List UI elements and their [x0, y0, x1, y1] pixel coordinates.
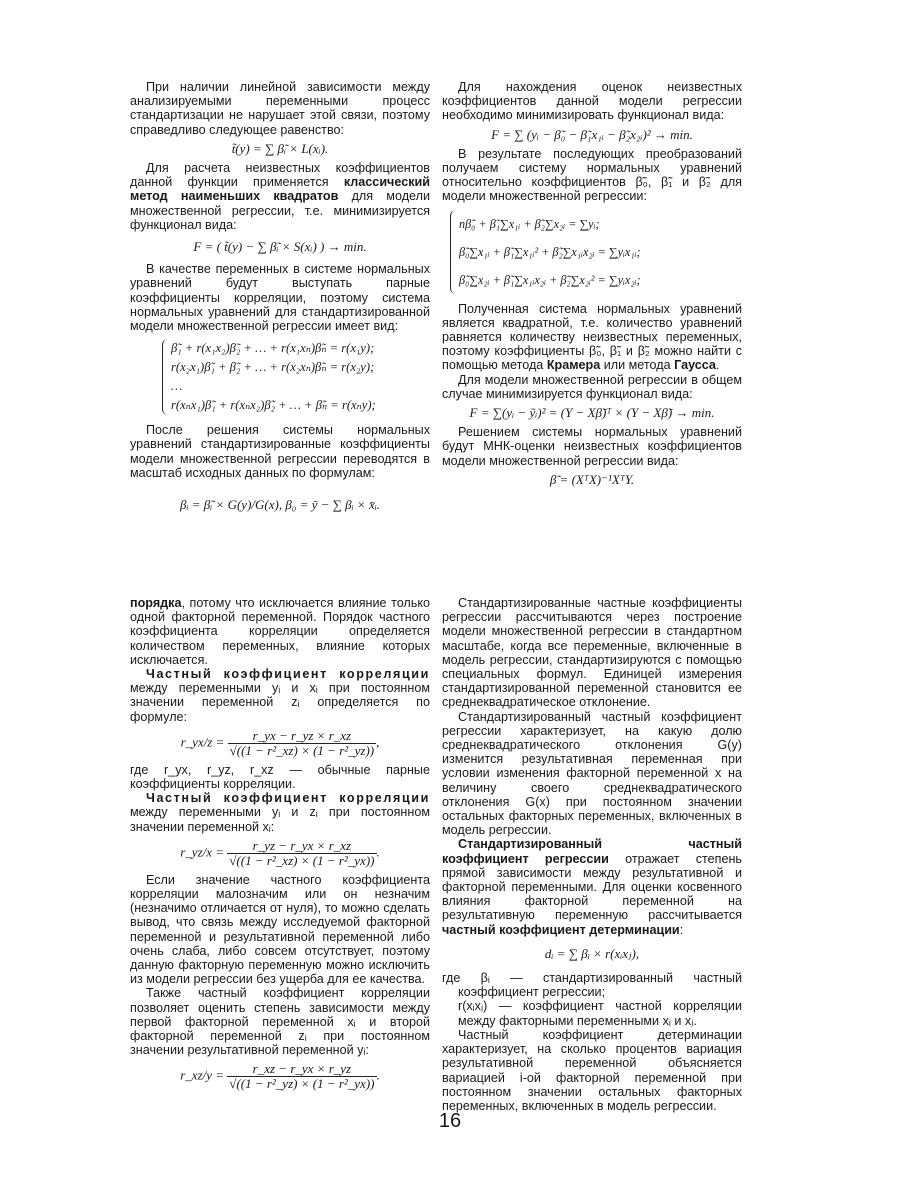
- text: Полученная система нормальных уравнений является квадратной, т.е. количество уравнений равняется количеству неизвестных переменных, поэтому коэффициенты β̃₀, β̃₁ и β̃₂ можно найти с помощью метода: [442, 301, 742, 373]
- paragraph: [130, 161, 430, 232]
- text: между переменными yᵢ и xᵢ при постоянном значении переменной zᵢ определяется по формуле:: [130, 681, 430, 724]
- paragraph: При наличии линейной зависимости между анализируемыми переменными процесс стандартизации не нарушает этой связи, поэтому справедливо следующее равенство:: [130, 80, 430, 137]
- paragraph: Для нахождения оценок неизвестных коэффициентов данной модели регрессии необходимо минимизировать функционал вида:: [442, 80, 742, 123]
- equation-system: [450, 210, 742, 294]
- paragraph: После решения системы нормальных уравнений стандартизированные коэффициенты модели множественной регрессии переводятся в масштаб исходных данных по формулам:: [130, 423, 430, 480]
- text: или метода: [600, 358, 675, 373]
- paragraph: В результате последующих преобразований получаем систему нормальных уравнений относительно коэффициентов β̃₀, β̃₁ и β̃₂ для модели множественной регрессии:: [442, 146, 742, 204]
- formula-rescale: βᵢ = β̃ᵢ × G(y)/G(x), β₀ = ȳ − ∑ βᵢ × x̄ᵢ.: [179, 497, 381, 513]
- paragraph: где r_yx, r_yz, r_xz — обычные парные коэффициенты корреляции.: [130, 762, 430, 792]
- text: между переменными yᵢ и zᵢ при постоянном значении переменной xᵢ:: [130, 805, 430, 834]
- paragraph: Для модели множественной регрессии в общем случае минимизируется функционал вида:: [442, 372, 742, 401]
- paragraph: [130, 791, 430, 834]
- fraction: [227, 1062, 376, 1091]
- col2-bottom: [442, 596, 742, 1113]
- paragraph: Если значение частного коэффициента корреляции малозначим или он незначим (незначимо отличается от нуля), то можно сделать вывод, что связь между исследуемой факторной переменной и результативной переменной либо очень слаба, либо совсем отсутствует, поэтому данную факторную переменную можно исключить из модели регрессии без ущерба для ее качества.: [130, 872, 430, 987]
- formula-lhs: r_yz/x =: [180, 844, 225, 860]
- equation-line: nβ̃₀ + β̃₁∑x₁ᵢ + β̃₂∑x₂ᵢ = ∑yᵢ;: [459, 216, 600, 231]
- formula-lhs: r_xz/y =: [180, 1067, 225, 1083]
- formula-ols: β̃ = (XᵀX)⁻¹XᵀY.: [549, 471, 635, 487]
- equation-line: r(x₂x₁)β̃₁ + β̃₂ + … + r(x₂xₙ)β̃ₙ = r(x₂y);: [171, 360, 375, 375]
- formula-functional: F = ( t̃(y) − ∑ β̃ᵢ × S(xᵢ) ) → min.: [193, 239, 367, 255]
- term-bold: порядка: [130, 596, 182, 610]
- text: для модели множественной регрессии, т.е. минимизируется функционал вида:: [130, 189, 431, 232]
- formula-functional: F = ∑ (yᵢ − β̃₀ − β̃₁x₁ᵢ − β̃₂x₂ᵢ)² → min.: [491, 126, 693, 142]
- term-bold: классический метод наименьших квадратов: [130, 175, 430, 204]
- paragraph: Стандартизированный частный коэффициент регрессии характеризует, на какую долю среднеквадратического отклонения G(y) изменится результативная переменная при условии изменения факторной переменной x на величину своего среднеквадратического отклонения G(x) при постоянном значении остальных факторных переменных, включенных в модель регрессии.: [442, 709, 742, 838]
- equation-line: β̃₀∑x₁ᵢ + β̃₁∑x₁ᵢ² + β̃₂∑x₁ᵢx₂ᵢ = ∑yᵢx₁ᵢ;: [459, 244, 641, 259]
- denominator: √((1 − r²_yz) × (1 − r²_yx)): [229, 1076, 375, 1092]
- text: :: [679, 922, 684, 937]
- paragraph: где βᵢ — стандартизированный частный коэффициент регрессии;: [442, 971, 742, 1000]
- term-bold: Частный коэффициент корреляции: [146, 791, 430, 806]
- term-bold: Частный коэффициент корреляции: [146, 667, 430, 682]
- formula-determination: dᵢ = ∑ βᵢ × r(xᵢxⱼ),: [544, 945, 640, 961]
- paragraph: Решением системы нормальных уравнений будут МНК-оценки неизвестных коэффициентов модели множественной регрессии вида:: [442, 425, 742, 468]
- col1-bottom: [130, 596, 430, 1096]
- numerator: r_xz − r_yx × r_yz: [227, 1062, 376, 1077]
- col2-top: [442, 80, 742, 492]
- paragraph: Частный коэффициент детерминации характеризует, на сколько процентов вариация результативной переменной объясняется вариацией i-ой факторной переменной при постоянном значении остальных факторных переменных, включенных в модель регрессии.: [442, 1027, 742, 1113]
- formula-partial-xz: r_xz/y = $\frac{r\_xz - r\_yx \times r\_yz}{\text{√((1 − r²\_yz) × (1 − r²\_yx))}}$ .: [180, 1061, 380, 1092]
- col1-top: [130, 80, 430, 530]
- text: .: [715, 358, 720, 373]
- term-bold: Гаусса: [674, 358, 716, 373]
- term-bold: частный коэффициент детерминации: [442, 922, 680, 937]
- equation-line: r(xₙx₁)β̃₁ + r(xₙx₂)β̃₂ + … + β̃ₙ = r(xₙy);: [171, 398, 376, 413]
- page-number: 16: [438, 1110, 462, 1132]
- fraction: [227, 839, 376, 868]
- paragraph: [442, 302, 742, 373]
- text: , потому что исключается влияние только одной факторной переменной. Порядок частного коэффициента корреляции определяется количеством переменных, влияние которых исключается.: [130, 596, 430, 667]
- formula-partial-yz: r_yz/x = $\frac{r\_yz - r\_yx \times r\_xz}{\text{√((1 − r²\_xz) × (1 − r²\_yx))}}$ .: [180, 837, 380, 868]
- term-bold: Крамера: [546, 358, 601, 373]
- formula-lhs: r_yx/z =: [180, 734, 225, 750]
- formula-equality: t̃(y) = ∑ β̃ᵢ × L(xᵢ).: [231, 140, 329, 156]
- paragraph: Стандартизированные частные коэффициенты регрессии рассчитываются через построение модели множественной регрессии в стандартном масштабе, когда все переменные, включенные в модель регрессии, стандартизируются с помощью специальных формул. Единицей измерения стандартизированной переменной становится ее среднеквадратическое отклонение.: [442, 596, 742, 710]
- formula-partial-yx: r_yx/z = $\frac{r\_yx - r\_yz \times r\_xz}{\text{√((1 − r²\_xz) × (1 − r²\_yz))}}$ ,: [180, 727, 380, 758]
- denominator: √((1 − r²_xz) × (1 − r²_yz)): [229, 742, 375, 758]
- text: отражает степень прямой зависимости между результативной и факторной переменными. Для оценки косвенного влияния факторной переменной на результативную переменную рассчитывается: [442, 851, 742, 923]
- numerator: r_yz − r_yx × r_xz: [227, 839, 376, 854]
- formula-functional-matrix: F = ∑(yᵢ − ỹᵢ)² = (Y − Xβ̃)ᵀ × (Y − Xβ̃) → min.: [469, 405, 715, 421]
- equation-line: β̃₀∑x₂ᵢ + β̃₁∑x₁ᵢx₂ᵢ + β̃₂∑x₂ᵢ² = ∑yᵢx₂ᵢ;: [459, 272, 641, 287]
- equation-line: …: [171, 379, 183, 394]
- fraction: [228, 729, 377, 758]
- paragraph: Также частный коэффициент корреляции позволяет оценить степень зависимости между первой факторной переменной xᵢ и второй факторной переменной zᵢ при постоянном значении результативной переменной yᵢ:: [130, 986, 430, 1058]
- paragraph: [130, 596, 430, 667]
- denominator: √((1 − r²_xz) × (1 − r²_yx)): [229, 852, 375, 868]
- text: Для расчета неизвестных коэффициентов данной функции применяется: [130, 161, 430, 190]
- term-bold: Стандартизированный частный коэффициент регрессии: [442, 837, 742, 866]
- paragraph: В качестве переменных в системе нормальных уравнений будут выступать парные коэффициенты корреляции, поэтому система нормальных уравнений для стандартизированной модели множественной регрессии имеет вид:: [130, 262, 430, 334]
- paragraph: r(xᵢxⱼ) — коэффициент частной корреляции между факторными переменными xᵢ и xⱼ.: [458, 999, 742, 1028]
- numerator: r_yx − r_yz × r_xz: [228, 729, 377, 744]
- paragraph: [130, 667, 430, 724]
- equation-line: β̃₁ + r(x₁x₂)β̃₂ + … + r(x₁xₙ)β̃ₙ = r(x₁y);: [171, 341, 375, 356]
- equation-system: [162, 339, 430, 415]
- paragraph: [442, 837, 742, 936]
